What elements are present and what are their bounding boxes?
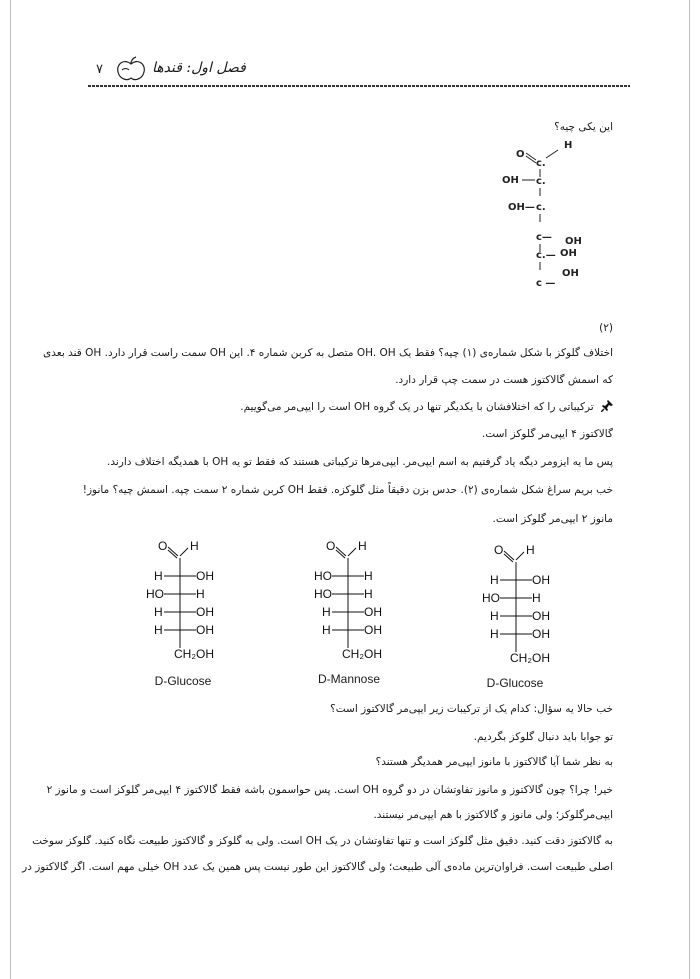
question-text: این یکی چیه؟	[554, 121, 613, 133]
fischer-1-oh-c5: OH	[196, 623, 214, 637]
fischer-2-oh-c5: OH	[364, 623, 382, 637]
fischer-1-h-c3: H	[196, 587, 205, 601]
answer-3-line-1: خیر! چرا؟ چون گالاکتوز و مانوز تفاوتشان در دو گروه OH است. پس حواسمون باشه فقط گالاکتوز ۴ ایپی‌مر گلوکز است و مانوز ۲	[46, 784, 613, 796]
paragraph-2: پس ما یه ایزومر دیگه یاد گرفتیم به اسم ایپی‌مر. ایپی‌مرها ترکیباتی هستند که فقط تو یه OH با همدیگه اختلاف دارند.	[107, 456, 613, 468]
fischer-1-h-c4: H	[154, 605, 163, 619]
fischer-3-ch2oh: CH₂OH	[510, 651, 550, 665]
fischer-structure-glucose-2	[476, 540, 606, 690]
fischer-structure-glucose-1	[140, 536, 270, 686]
galactose-epimer-note: گالاکتوز ۴ ایپی‌مر گلوکز است.	[481, 428, 613, 440]
fischer-2-h-c5: H	[322, 623, 331, 637]
chapter-title: فصل اول: قندها	[152, 60, 246, 76]
paragraph-3: خب بریم سراغ شکل شماره‌ی (۲). حدس بزن دقیقاً مثل گلوکزه. فقط OH کربن شماره ۲ سمت چپه. اسمش چیه؟ مانوز!	[82, 484, 613, 496]
chain-c3: c.	[536, 202, 546, 213]
answer-2: تو جوابا باید دنبال گلوکز بگردیم.	[473, 731, 613, 743]
caption-mannose: D-Mannose	[317, 672, 381, 686]
chain-c6: c —	[536, 278, 556, 289]
fischer-3-oh-c4: OH	[532, 609, 550, 623]
chain-c1: c.	[536, 158, 546, 169]
fischer-structure-mannose	[308, 536, 438, 686]
fischer-2-h-c2: H	[364, 569, 373, 583]
fischer-3-h-c4: H	[490, 609, 499, 623]
caption-glucose-2: D-Glucose	[486, 676, 544, 690]
paragraph-4-line-2: اصلی طبیعت است. فراوان‌ترین ماده‌ی آلی طبیعت؛ ولی گالاکتوز این طور نیست پس همین یک عدد OH خیلی مهم است. اگر گالاکتوز در	[22, 861, 613, 873]
tip-line	[240, 400, 613, 414]
figure-number: (۲)	[599, 322, 613, 334]
chain-oh-3: OH—	[508, 202, 535, 213]
fischer-3-h-c5: H	[490, 627, 499, 641]
chain-oh-6: OH	[562, 268, 579, 279]
header-rule	[88, 85, 630, 87]
page-header	[88, 56, 630, 92]
fischer-2-o: O	[326, 539, 336, 553]
fischer-3-h-c2: H	[490, 573, 499, 587]
paragraph-1-line-1: اختلاف گلوکز با شکل شماره‌ی (۱) چیه؟ فقط یک OH. OH متصل به کربن شماره ۴. این OH سمت راست قرار دارد. OH قند بعدی	[43, 347, 613, 359]
fischer-3-h-c3: H	[532, 591, 541, 605]
caption-glucose-1: D-Glucose	[154, 674, 212, 688]
tip-text: ترکیباتی را که اختلافشان با یکدیگر تنها در یک گروه OH است را ایپی‌مر می‌گوییم.	[240, 401, 594, 413]
chain-oh-2: OH	[502, 175, 519, 186]
question-3: به نظر شما آیا گالاکتوز با مانوز ایپی‌مر همدیگر هستند؟	[375, 756, 613, 768]
question-2: خب حالا یه سؤال: کدام یک از ترکیبات زیر ایپی‌مر گالاکتوز است؟	[330, 703, 613, 715]
fischer-1-o: O	[158, 539, 168, 553]
page-number: ۷	[96, 62, 103, 77]
fischer-3-oh-c2: OH	[532, 573, 550, 587]
fischer-2-ho-c3: HO	[314, 587, 332, 601]
fischer-3-o: O	[494, 543, 504, 557]
answer-3-line-2: ایپی‌مرگلوکز؛ ولی مانوز و گالاکتوز با هم ایپی‌مر نیستند.	[373, 809, 613, 821]
paragraph-4-line-1: به گالاکتوز دقت کنید. دقیق مثل گلوکز است و تنها تفاوتشان در یک OH است. ولی به گلوکز و گالاکتوز طبیعت نگاه کنید. گلوکز سوخت	[32, 835, 613, 847]
fischer-1-h-c2: H	[154, 569, 163, 583]
pushpin-icon	[601, 400, 613, 412]
fischer-2-ch2oh: CH₂OH	[342, 647, 382, 661]
fischer-1-ho-c3: HO	[146, 587, 164, 601]
chain-oh-4: OH	[565, 236, 582, 247]
chain-c2: c.	[536, 176, 546, 187]
apple-ornament-icon	[114, 56, 148, 82]
fischer-1-h-top: H	[190, 539, 199, 553]
fischer-2-h-c4: H	[322, 605, 331, 619]
chain-oh-5: OH	[560, 248, 577, 259]
paragraph-1-line-2: که اسمش گالاکتوز هست در سمت چپ قرار دارد.	[395, 374, 613, 386]
galactose-chain-structure	[490, 138, 600, 298]
fischer-2-ho-c2: HO	[314, 569, 332, 583]
fischer-3-ho-c3: HO	[482, 591, 500, 605]
chain-o: O	[516, 149, 525, 160]
fischer-2-h-top: H	[358, 539, 367, 553]
fischer-2-oh-c4: OH	[364, 605, 382, 619]
fischer-3-oh-c5: OH	[532, 627, 550, 641]
chain-h: H	[564, 140, 573, 151]
mannose-epimer-note: مانوز ۲ ایپی‌مر گلوکز است.	[492, 513, 613, 525]
fischer-3-h-top: H	[526, 543, 535, 557]
fischer-2-h-c3: H	[364, 587, 373, 601]
chain-c5: c.—	[536, 250, 556, 261]
chain-c4: c—	[536, 232, 552, 243]
fischer-1-oh-c2: OH	[196, 569, 214, 583]
fischer-1-h-c5: H	[154, 623, 163, 637]
fischer-1-ch2oh: CH₂OH	[174, 647, 214, 661]
fischer-1-oh-c4: OH	[196, 605, 214, 619]
